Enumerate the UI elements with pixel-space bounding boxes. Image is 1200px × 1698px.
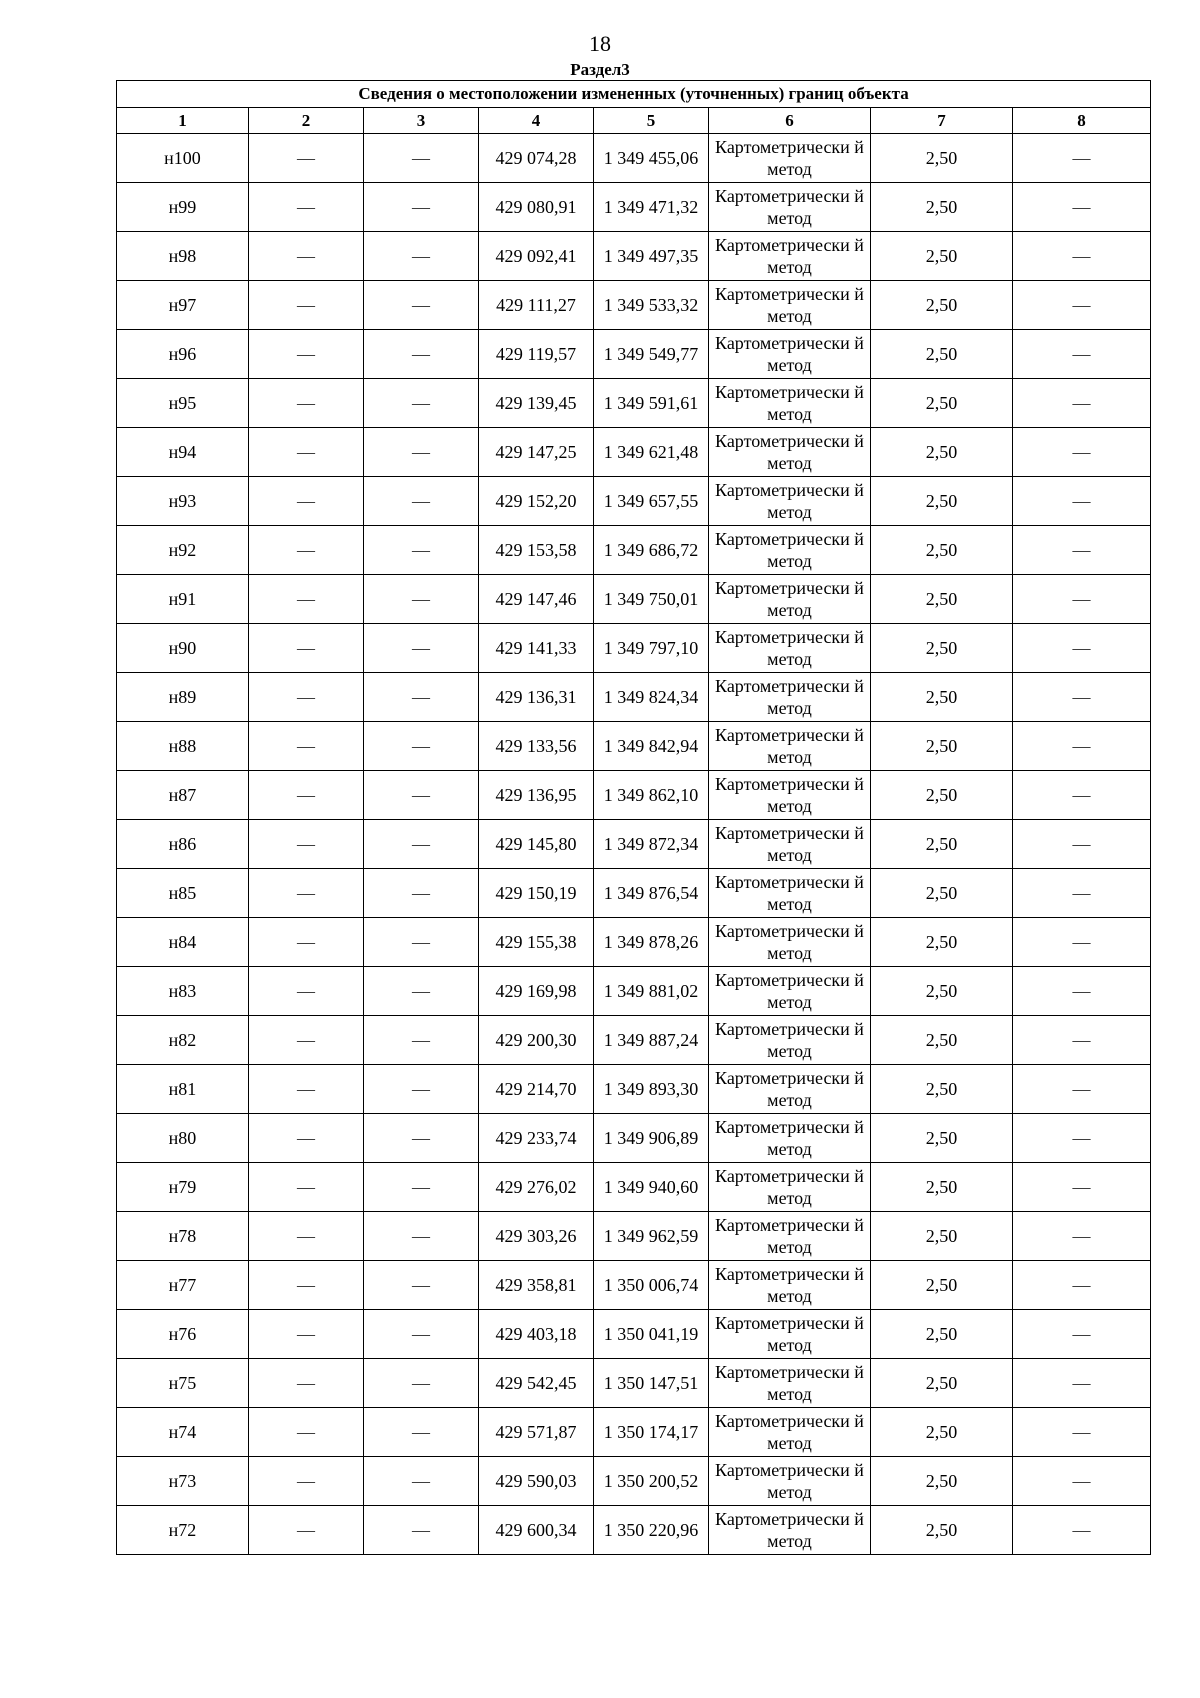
point-number-cell: н96 bbox=[117, 330, 249, 379]
point-number-cell: н84 bbox=[117, 918, 249, 967]
table-row bbox=[117, 1114, 1151, 1163]
column-3-cell: — bbox=[364, 1310, 479, 1359]
point-number-cell: н82 bbox=[117, 1016, 249, 1065]
column-2-cell: — bbox=[249, 1408, 364, 1457]
point-number-cell: н87 bbox=[117, 771, 249, 820]
column-8-cell: — bbox=[1013, 134, 1151, 183]
column-3-cell: — bbox=[364, 1212, 479, 1261]
y-coordinate-cell: 1 349 824,34 bbox=[594, 673, 709, 722]
point-number-cell: н95 bbox=[117, 379, 249, 428]
point-number-cell: н76 bbox=[117, 1310, 249, 1359]
column-8-cell: — bbox=[1013, 281, 1151, 330]
column-2-cell: — bbox=[249, 820, 364, 869]
column-3-cell: — bbox=[364, 526, 479, 575]
table-row bbox=[117, 918, 1151, 967]
y-coordinate-cell: 1 349 862,10 bbox=[594, 771, 709, 820]
method-cell: Картометрически й метод bbox=[709, 722, 871, 771]
column-3-cell: — bbox=[364, 1359, 479, 1408]
boundary-coordinates-table bbox=[116, 80, 1151, 1555]
table-row bbox=[117, 183, 1151, 232]
y-coordinate-cell: 1 349 878,26 bbox=[594, 918, 709, 967]
column-number: 2 bbox=[249, 108, 364, 134]
method-cell: Картометрически й метод bbox=[709, 183, 871, 232]
table-row bbox=[117, 624, 1151, 673]
table-row bbox=[117, 1016, 1151, 1065]
column-2-cell: — bbox=[249, 1359, 364, 1408]
column-3-cell: — bbox=[364, 1506, 479, 1555]
accuracy-cell: 2,50 bbox=[871, 722, 1013, 771]
y-coordinate-cell: 1 350 147,51 bbox=[594, 1359, 709, 1408]
x-coordinate-cell: 429 600,34 bbox=[479, 1506, 594, 1555]
accuracy-cell: 2,50 bbox=[871, 134, 1013, 183]
column-2-cell: — bbox=[249, 624, 364, 673]
x-coordinate-cell: 429 150,19 bbox=[479, 869, 594, 918]
column-2-cell: — bbox=[249, 673, 364, 722]
column-3-cell: — bbox=[364, 820, 479, 869]
y-coordinate-cell: 1 349 962,59 bbox=[594, 1212, 709, 1261]
y-coordinate-cell: 1 350 174,17 bbox=[594, 1408, 709, 1457]
column-3-cell: — bbox=[364, 134, 479, 183]
column-2-cell: — bbox=[249, 232, 364, 281]
method-cell: Картометрически й метод bbox=[709, 1016, 871, 1065]
y-coordinate-cell: 1 349 591,61 bbox=[594, 379, 709, 428]
column-8-cell: — bbox=[1013, 1065, 1151, 1114]
point-number-cell: н74 bbox=[117, 1408, 249, 1457]
y-coordinate-cell: 1 349 471,32 bbox=[594, 183, 709, 232]
accuracy-cell: 2,50 bbox=[871, 526, 1013, 575]
column-8-cell: — bbox=[1013, 1457, 1151, 1506]
column-8-cell: — bbox=[1013, 477, 1151, 526]
column-3-cell: — bbox=[364, 232, 479, 281]
x-coordinate-cell: 429 153,58 bbox=[479, 526, 594, 575]
column-8-cell: — bbox=[1013, 1310, 1151, 1359]
method-cell: Картометрически й метод bbox=[709, 673, 871, 722]
accuracy-cell: 2,50 bbox=[871, 1359, 1013, 1408]
method-cell: Картометрически й метод bbox=[709, 820, 871, 869]
table-row bbox=[117, 869, 1151, 918]
y-coordinate-cell: 1 349 686,72 bbox=[594, 526, 709, 575]
column-3-cell: — bbox=[364, 1114, 479, 1163]
y-coordinate-cell: 1 349 549,77 bbox=[594, 330, 709, 379]
method-cell: Картометрически й метод bbox=[709, 1114, 871, 1163]
page-number: 18 bbox=[589, 31, 611, 56]
point-number-cell: н94 bbox=[117, 428, 249, 477]
table-row bbox=[117, 1163, 1151, 1212]
table-title: Сведения о местоположении измененных (уточненных) границ объекта bbox=[117, 81, 1151, 108]
point-number-cell: н90 bbox=[117, 624, 249, 673]
accuracy-cell: 2,50 bbox=[871, 869, 1013, 918]
column-2-cell: — bbox=[249, 134, 364, 183]
y-coordinate-cell: 1 349 881,02 bbox=[594, 967, 709, 1016]
x-coordinate-cell: 429 233,74 bbox=[479, 1114, 594, 1163]
table-row bbox=[117, 771, 1151, 820]
point-number-cell: н99 bbox=[117, 183, 249, 232]
point-number-cell: н73 bbox=[117, 1457, 249, 1506]
column-3-cell: — bbox=[364, 1163, 479, 1212]
table-row bbox=[117, 575, 1151, 624]
method-cell: Картометрически й метод bbox=[709, 869, 871, 918]
y-coordinate-cell: 1 349 906,89 bbox=[594, 1114, 709, 1163]
y-coordinate-cell: 1 349 533,32 bbox=[594, 281, 709, 330]
column-2-cell: — bbox=[249, 1114, 364, 1163]
column-8-cell: — bbox=[1013, 428, 1151, 477]
method-cell: Картометрически й метод bbox=[709, 428, 871, 477]
point-number-cell: н77 bbox=[117, 1261, 249, 1310]
column-2-cell: — bbox=[249, 1310, 364, 1359]
y-coordinate-cell: 1 349 657,55 bbox=[594, 477, 709, 526]
column-number: 7 bbox=[871, 108, 1013, 134]
x-coordinate-cell: 429 214,70 bbox=[479, 1065, 594, 1114]
accuracy-cell: 2,50 bbox=[871, 330, 1013, 379]
column-2-cell: — bbox=[249, 1212, 364, 1261]
column-2-cell: — bbox=[249, 183, 364, 232]
point-number-cell: н75 bbox=[117, 1359, 249, 1408]
method-cell: Картометрически й метод bbox=[709, 575, 871, 624]
column-number: 6 bbox=[709, 108, 871, 134]
column-8-cell: — bbox=[1013, 575, 1151, 624]
method-cell: Картометрически й метод bbox=[709, 1163, 871, 1212]
table-row bbox=[117, 820, 1151, 869]
point-number-cell: н83 bbox=[117, 967, 249, 1016]
accuracy-cell: 2,50 bbox=[871, 624, 1013, 673]
table-row bbox=[117, 330, 1151, 379]
column-8-cell: — bbox=[1013, 183, 1151, 232]
column-number: 4 bbox=[479, 108, 594, 134]
table-body bbox=[117, 134, 1151, 1555]
accuracy-cell: 2,50 bbox=[871, 575, 1013, 624]
accuracy-cell: 2,50 bbox=[871, 379, 1013, 428]
column-2-cell: — bbox=[249, 477, 364, 526]
method-cell: Картометрически й метод bbox=[709, 967, 871, 1016]
column-3-cell: — bbox=[364, 330, 479, 379]
column-2-cell: — bbox=[249, 281, 364, 330]
point-number-cell: н98 bbox=[117, 232, 249, 281]
x-coordinate-cell: 429 080,91 bbox=[479, 183, 594, 232]
column-2-cell: — bbox=[249, 1163, 364, 1212]
point-number-cell: н89 bbox=[117, 673, 249, 722]
point-number-cell: н92 bbox=[117, 526, 249, 575]
column-number-row bbox=[117, 108, 1151, 134]
table-row bbox=[117, 134, 1151, 183]
column-number: 5 bbox=[594, 108, 709, 134]
column-number: 3 bbox=[364, 108, 479, 134]
column-8-cell: — bbox=[1013, 1016, 1151, 1065]
y-coordinate-cell: 1 350 006,74 bbox=[594, 1261, 709, 1310]
x-coordinate-cell: 429 136,95 bbox=[479, 771, 594, 820]
x-coordinate-cell: 429 119,57 bbox=[479, 330, 594, 379]
method-cell: Картометрически й метод bbox=[709, 771, 871, 820]
accuracy-cell: 2,50 bbox=[871, 967, 1013, 1016]
column-3-cell: — bbox=[364, 1016, 479, 1065]
accuracy-cell: 2,50 bbox=[871, 1114, 1013, 1163]
table-row bbox=[117, 232, 1151, 281]
column-8-cell: — bbox=[1013, 918, 1151, 967]
column-3-cell: — bbox=[364, 1457, 479, 1506]
method-cell: Картометрически й метод bbox=[709, 1359, 871, 1408]
accuracy-cell: 2,50 bbox=[871, 918, 1013, 967]
method-cell: Картометрически й метод bbox=[709, 1408, 871, 1457]
method-cell: Картометрически й метод bbox=[709, 1506, 871, 1555]
method-cell: Картометрически й метод bbox=[709, 379, 871, 428]
table-row bbox=[117, 1065, 1151, 1114]
table-row bbox=[117, 477, 1151, 526]
point-number-cell: н85 bbox=[117, 869, 249, 918]
accuracy-cell: 2,50 bbox=[871, 1065, 1013, 1114]
column-number: 1 bbox=[117, 108, 249, 134]
column-2-cell: — bbox=[249, 526, 364, 575]
point-number-cell: н72 bbox=[117, 1506, 249, 1555]
method-cell: Картометрически й метод bbox=[709, 1310, 871, 1359]
y-coordinate-cell: 1 349 497,35 bbox=[594, 232, 709, 281]
column-2-cell: — bbox=[249, 379, 364, 428]
y-coordinate-cell: 1 349 621,48 bbox=[594, 428, 709, 477]
table-row bbox=[117, 1359, 1151, 1408]
method-cell: Картометрически й метод bbox=[709, 232, 871, 281]
method-cell: Картометрически й метод bbox=[709, 526, 871, 575]
column-3-cell: — bbox=[364, 1408, 479, 1457]
y-coordinate-cell: 1 349 455,06 bbox=[594, 134, 709, 183]
method-cell: Картометрически й метод bbox=[709, 134, 871, 183]
column-8-cell: — bbox=[1013, 967, 1151, 1016]
column-3-cell: — bbox=[364, 379, 479, 428]
method-cell: Картометрически й метод bbox=[709, 624, 871, 673]
y-coordinate-cell: 1 349 893,30 bbox=[594, 1065, 709, 1114]
accuracy-cell: 2,50 bbox=[871, 1016, 1013, 1065]
table-row bbox=[117, 1212, 1151, 1261]
table-row bbox=[117, 1408, 1151, 1457]
point-number-cell: н100 bbox=[117, 134, 249, 183]
point-number-cell: н97 bbox=[117, 281, 249, 330]
x-coordinate-cell: 429 571,87 bbox=[479, 1408, 594, 1457]
column-3-cell: — bbox=[364, 673, 479, 722]
method-cell: Картометрически й метод bbox=[709, 281, 871, 330]
accuracy-cell: 2,50 bbox=[871, 1310, 1013, 1359]
x-coordinate-cell: 429 111,27 bbox=[479, 281, 594, 330]
table-row bbox=[117, 1506, 1151, 1555]
column-8-cell: — bbox=[1013, 1212, 1151, 1261]
column-2-cell: — bbox=[249, 1016, 364, 1065]
column-number: 8 bbox=[1013, 108, 1151, 134]
table-row bbox=[117, 379, 1151, 428]
table-row bbox=[117, 1457, 1151, 1506]
column-3-cell: — bbox=[364, 477, 479, 526]
point-number-cell: н93 bbox=[117, 477, 249, 526]
table-row bbox=[117, 967, 1151, 1016]
x-coordinate-cell: 429 074,28 bbox=[479, 134, 594, 183]
column-8-cell: — bbox=[1013, 1163, 1151, 1212]
point-number-cell: н91 bbox=[117, 575, 249, 624]
method-cell: Картометрически й метод bbox=[709, 1212, 871, 1261]
table-row bbox=[117, 1310, 1151, 1359]
column-2-cell: — bbox=[249, 918, 364, 967]
y-coordinate-cell: 1 349 876,54 bbox=[594, 869, 709, 918]
x-coordinate-cell: 429 200,30 bbox=[479, 1016, 594, 1065]
column-3-cell: — bbox=[364, 869, 479, 918]
table-row bbox=[117, 1261, 1151, 1310]
y-coordinate-cell: 1 350 200,52 bbox=[594, 1457, 709, 1506]
column-2-cell: — bbox=[249, 1506, 364, 1555]
x-coordinate-cell: 429 358,81 bbox=[479, 1261, 594, 1310]
y-coordinate-cell: 1 349 872,34 bbox=[594, 820, 709, 869]
column-2-cell: — bbox=[249, 1065, 364, 1114]
accuracy-cell: 2,50 bbox=[871, 1163, 1013, 1212]
y-coordinate-cell: 1 349 887,24 bbox=[594, 1016, 709, 1065]
method-cell: Картометрически й метод bbox=[709, 1065, 871, 1114]
accuracy-cell: 2,50 bbox=[871, 771, 1013, 820]
accuracy-cell: 2,50 bbox=[871, 1506, 1013, 1555]
accuracy-cell: 2,50 bbox=[871, 820, 1013, 869]
x-coordinate-cell: 429 133,56 bbox=[479, 722, 594, 771]
x-coordinate-cell: 429 403,18 bbox=[479, 1310, 594, 1359]
accuracy-cell: 2,50 bbox=[871, 428, 1013, 477]
table-row bbox=[117, 428, 1151, 477]
column-3-cell: — bbox=[364, 771, 479, 820]
table-row bbox=[117, 281, 1151, 330]
column-3-cell: — bbox=[364, 575, 479, 624]
method-cell: Картометрически й метод bbox=[709, 918, 871, 967]
column-3-cell: — bbox=[364, 918, 479, 967]
accuracy-cell: 2,50 bbox=[871, 673, 1013, 722]
column-8-cell: — bbox=[1013, 1359, 1151, 1408]
column-3-cell: — bbox=[364, 428, 479, 477]
point-number-cell: н79 bbox=[117, 1163, 249, 1212]
column-8-cell: — bbox=[1013, 722, 1151, 771]
column-8-cell: — bbox=[1013, 869, 1151, 918]
x-coordinate-cell: 429 147,25 bbox=[479, 428, 594, 477]
y-coordinate-cell: 1 350 220,96 bbox=[594, 1506, 709, 1555]
y-coordinate-cell: 1 349 842,94 bbox=[594, 722, 709, 771]
method-cell: Картометрически й метод bbox=[709, 477, 871, 526]
column-2-cell: — bbox=[249, 330, 364, 379]
column-8-cell: — bbox=[1013, 1408, 1151, 1457]
column-3-cell: — bbox=[364, 624, 479, 673]
accuracy-cell: 2,50 bbox=[871, 183, 1013, 232]
column-2-cell: — bbox=[249, 771, 364, 820]
column-3-cell: — bbox=[364, 722, 479, 771]
column-3-cell: — bbox=[364, 183, 479, 232]
x-coordinate-cell: 429 152,20 bbox=[479, 477, 594, 526]
point-number-cell: н88 bbox=[117, 722, 249, 771]
y-coordinate-cell: 1 349 940,60 bbox=[594, 1163, 709, 1212]
column-2-cell: — bbox=[249, 1457, 364, 1506]
point-number-cell: н86 bbox=[117, 820, 249, 869]
table-row bbox=[117, 526, 1151, 575]
column-8-cell: — bbox=[1013, 1261, 1151, 1310]
x-coordinate-cell: 429 303,26 bbox=[479, 1212, 594, 1261]
accuracy-cell: 2,50 bbox=[871, 1261, 1013, 1310]
column-8-cell: — bbox=[1013, 820, 1151, 869]
accuracy-cell: 2,50 bbox=[871, 1457, 1013, 1506]
column-2-cell: — bbox=[249, 967, 364, 1016]
accuracy-cell: 2,50 bbox=[871, 281, 1013, 330]
column-8-cell: — bbox=[1013, 526, 1151, 575]
column-8-cell: — bbox=[1013, 1506, 1151, 1555]
section-label: Раздел3 bbox=[570, 60, 630, 79]
column-8-cell: — bbox=[1013, 673, 1151, 722]
point-number-cell: н81 bbox=[117, 1065, 249, 1114]
column-8-cell: — bbox=[1013, 232, 1151, 281]
method-cell: Картометрически й метод bbox=[709, 330, 871, 379]
column-3-cell: — bbox=[364, 281, 479, 330]
column-3-cell: — bbox=[364, 967, 479, 1016]
accuracy-cell: 2,50 bbox=[871, 1212, 1013, 1261]
y-coordinate-cell: 1 349 750,01 bbox=[594, 575, 709, 624]
point-number-cell: н78 bbox=[117, 1212, 249, 1261]
column-2-cell: — bbox=[249, 575, 364, 624]
x-coordinate-cell: 429 542,45 bbox=[479, 1359, 594, 1408]
column-8-cell: — bbox=[1013, 771, 1151, 820]
point-number-cell: н80 bbox=[117, 1114, 249, 1163]
column-8-cell: — bbox=[1013, 624, 1151, 673]
table-row bbox=[117, 722, 1151, 771]
method-cell: Картометрически й метод bbox=[709, 1457, 871, 1506]
x-coordinate-cell: 429 155,38 bbox=[479, 918, 594, 967]
x-coordinate-cell: 429 147,46 bbox=[479, 575, 594, 624]
x-coordinate-cell: 429 141,33 bbox=[479, 624, 594, 673]
column-2-cell: — bbox=[249, 1261, 364, 1310]
x-coordinate-cell: 429 092,41 bbox=[479, 232, 594, 281]
accuracy-cell: 2,50 bbox=[871, 477, 1013, 526]
column-8-cell: — bbox=[1013, 330, 1151, 379]
accuracy-cell: 2,50 bbox=[871, 1408, 1013, 1457]
column-3-cell: — bbox=[364, 1065, 479, 1114]
column-8-cell: — bbox=[1013, 379, 1151, 428]
x-coordinate-cell: 429 139,45 bbox=[479, 379, 594, 428]
y-coordinate-cell: 1 349 797,10 bbox=[594, 624, 709, 673]
column-8-cell: — bbox=[1013, 1114, 1151, 1163]
x-coordinate-cell: 429 136,31 bbox=[479, 673, 594, 722]
y-coordinate-cell: 1 350 041,19 bbox=[594, 1310, 709, 1359]
x-coordinate-cell: 429 169,98 bbox=[479, 967, 594, 1016]
x-coordinate-cell: 429 590,03 bbox=[479, 1457, 594, 1506]
table-row bbox=[117, 673, 1151, 722]
column-2-cell: — bbox=[249, 869, 364, 918]
x-coordinate-cell: 429 145,80 bbox=[479, 820, 594, 869]
column-2-cell: — bbox=[249, 722, 364, 771]
column-3-cell: — bbox=[364, 1261, 479, 1310]
accuracy-cell: 2,50 bbox=[871, 232, 1013, 281]
method-cell: Картометрически й метод bbox=[709, 1261, 871, 1310]
column-2-cell: — bbox=[249, 428, 364, 477]
x-coordinate-cell: 429 276,02 bbox=[479, 1163, 594, 1212]
